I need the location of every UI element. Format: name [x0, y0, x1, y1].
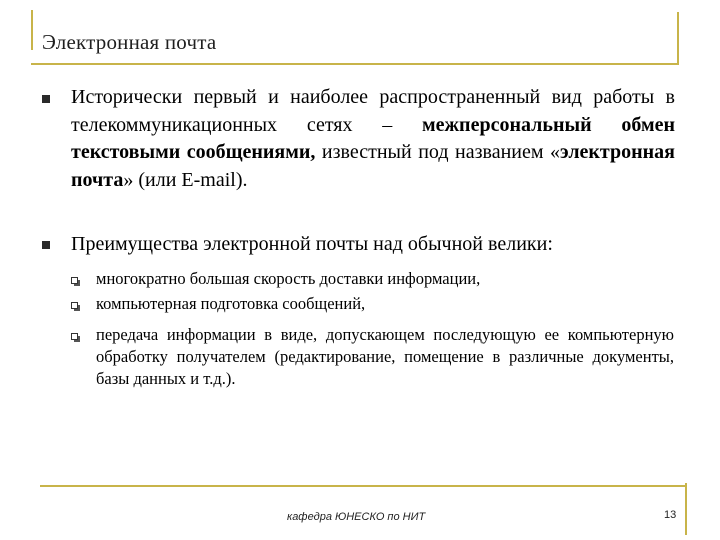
bullet-text-1 [71, 84, 675, 194]
bullet-text-2: Преимущества электронной почты над обычной велики: [71, 233, 553, 255]
bullet-1-part-3: известный под названием « [315, 141, 561, 163]
footer-line [40, 485, 685, 487]
bullet-1-part-1: Исторически первый и наиболее распространенный вид работы в телекоммуникационных сетях – [71, 86, 675, 136]
frame-line-right [677, 12, 679, 65]
title-underline [31, 63, 677, 65]
sub-bullet-marker [71, 333, 78, 340]
bullet-marker [42, 241, 50, 249]
bullet-1-part-2: межперсональный обмен текстовыми сообщениями, [71, 113, 675, 163]
sub-bullet-marker [71, 277, 78, 284]
frame-line-left [31, 10, 33, 50]
bullet-1-part-5: » (или E-mail). [123, 168, 248, 191]
slide-title: Электронная почта [42, 30, 217, 54]
sub-item-2: компьютерная подготовка сообщений, [96, 294, 366, 313]
footer-department: кафедра ЮНЕСКО по НИТ [287, 511, 426, 523]
sub-bullet-marker [71, 302, 78, 309]
footer-line-right [685, 483, 687, 535]
sub-item-3: передача информации в виде, допускающем последующую ее компьютерную обработку получателем (редактирование, помещение в различные документы, базы данных и т.д.). [96, 325, 674, 388]
bullet-1-part-4: электронная почта [71, 141, 675, 191]
bullet-marker [42, 95, 50, 103]
page-number: 13 [664, 509, 677, 521]
sub-item-1: многократно большая скорость доставки информации, [96, 269, 481, 288]
